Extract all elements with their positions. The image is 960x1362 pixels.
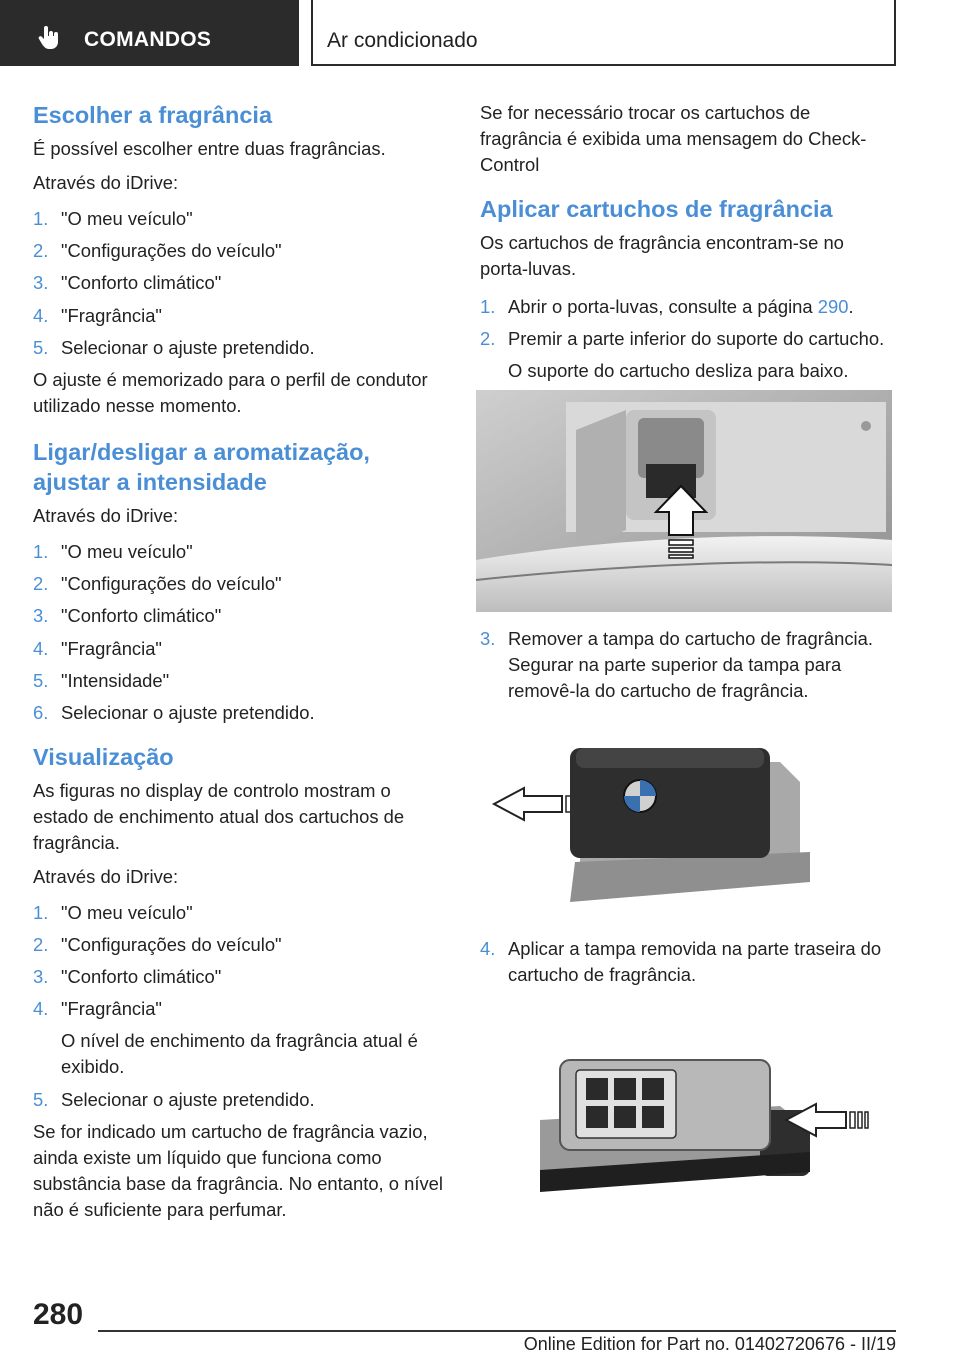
list-item: 1. "O meu veículo" xyxy=(33,540,193,562)
right-column xyxy=(480,100,892,1200)
list-item: 2. "Configurações do veículo" xyxy=(33,573,282,595)
edition-note: Online Edition for Part no. 01402720676 - II/19 xyxy=(523,1334,896,1354)
list-item: 3. "Conforto climático" xyxy=(33,605,222,627)
step-list xyxy=(33,900,443,1113)
cartridge-cap-apply-illustration xyxy=(480,1040,892,1200)
list-item: 3. "Conforto climático" xyxy=(33,272,222,294)
chapter-title: Ar condicionado xyxy=(327,29,478,52)
step-note: O nível de enchimento da fragrância atual é exibido. xyxy=(61,1030,418,1078)
glovebox-illustration xyxy=(476,390,892,612)
list-item: 4. Aplicar a tampa removida na parte traseira do cartucho de fragrância. xyxy=(480,938,882,986)
list-item: 4. "Fragrância" xyxy=(33,637,162,659)
list-item: 5. Selecionar o ajuste pretendido. xyxy=(33,1088,315,1110)
paragraph: Através do iDrive: xyxy=(33,172,179,193)
list-item: 5. "Intensidade" xyxy=(33,669,170,691)
list-item: 6. Selecionar o ajuste pretendido. xyxy=(33,701,315,723)
paragraph: Através do iDrive: xyxy=(33,865,179,887)
step-note: O suporte do cartucho desliza para baixo. xyxy=(508,360,849,382)
section-heading: Escolher a fragrância xyxy=(33,102,273,128)
list-item: 2. Premir a parte inferior do suporte do cartucho. O suporte do cartucho desliza para baixo. xyxy=(480,326,892,384)
list-item: 3. Remover a tampa do cartucho de fragrância. Segurar na parte superior da tampa para removê-la do cartucho de fragrância. xyxy=(480,628,873,702)
step-list xyxy=(33,206,443,361)
section-heading: Ligar/desligar a aromatização, ajustar a intensidade xyxy=(33,438,370,495)
step-list xyxy=(33,539,443,726)
cartridge-cap-removal-illustration xyxy=(480,732,892,922)
paragraph: Os cartuchos de fragrância encontram-se no porta-luvas. xyxy=(480,232,844,279)
section-heading: Aplicar cartuchos de fragrância xyxy=(480,196,833,222)
page-number: 280 xyxy=(33,1298,84,1331)
section-tab-label: COMANDOS xyxy=(84,28,212,51)
chapter-header xyxy=(311,0,896,66)
page-link[interactable]: 290 xyxy=(817,296,849,317)
footer-divider xyxy=(98,1330,896,1332)
list-item: 4. "Fragrância" xyxy=(33,304,162,326)
hand-pointer-icon xyxy=(38,26,60,50)
left-column xyxy=(33,100,443,1231)
section-heading: Visualização xyxy=(33,743,174,770)
step-list xyxy=(480,626,892,704)
list-item: 1. Abrir o porta-luvas, consulte a página 290. xyxy=(480,296,854,317)
list-item: 3. "Conforto climático" xyxy=(33,966,222,988)
paragraph: É possível escolher entre duas fragrâncias. xyxy=(33,138,386,159)
paragraph: Se for necessário trocar os cartuchos de fragrância é exibida uma mensagem do Check-Control xyxy=(480,102,867,175)
section-tab xyxy=(0,0,299,66)
paragraph: Através do iDrive: xyxy=(33,504,179,526)
step-list xyxy=(480,936,892,988)
list-item: 5. Selecionar o ajuste pretendido. xyxy=(33,336,315,358)
list-item: 2. "Configurações do veículo" xyxy=(33,240,282,262)
list-item: 4. "Fragrância" O nível de enchimento da fragrância atual é exibido. xyxy=(33,996,443,1080)
list-item: 2. "Configurações do veículo" xyxy=(33,934,282,956)
paragraph: As figuras no display de controlo mostram o estado de enchimento atual dos cartuchos de fragrância. xyxy=(33,779,405,853)
paragraph: Se for indicado um cartucho de fragrância vazio, ainda existe um líquido que funciona como substância base da fragrância. No entanto, o nível não é suficiente para perfumar. xyxy=(33,1120,443,1220)
list-item: 1. "O meu veículo" xyxy=(33,208,193,229)
step-list xyxy=(480,294,892,384)
paragraph: O ajuste é memorizado para o perfil de condutor utilizado nesse momento. xyxy=(33,368,428,416)
list-item: 1. "O meu veículo" xyxy=(33,901,193,923)
